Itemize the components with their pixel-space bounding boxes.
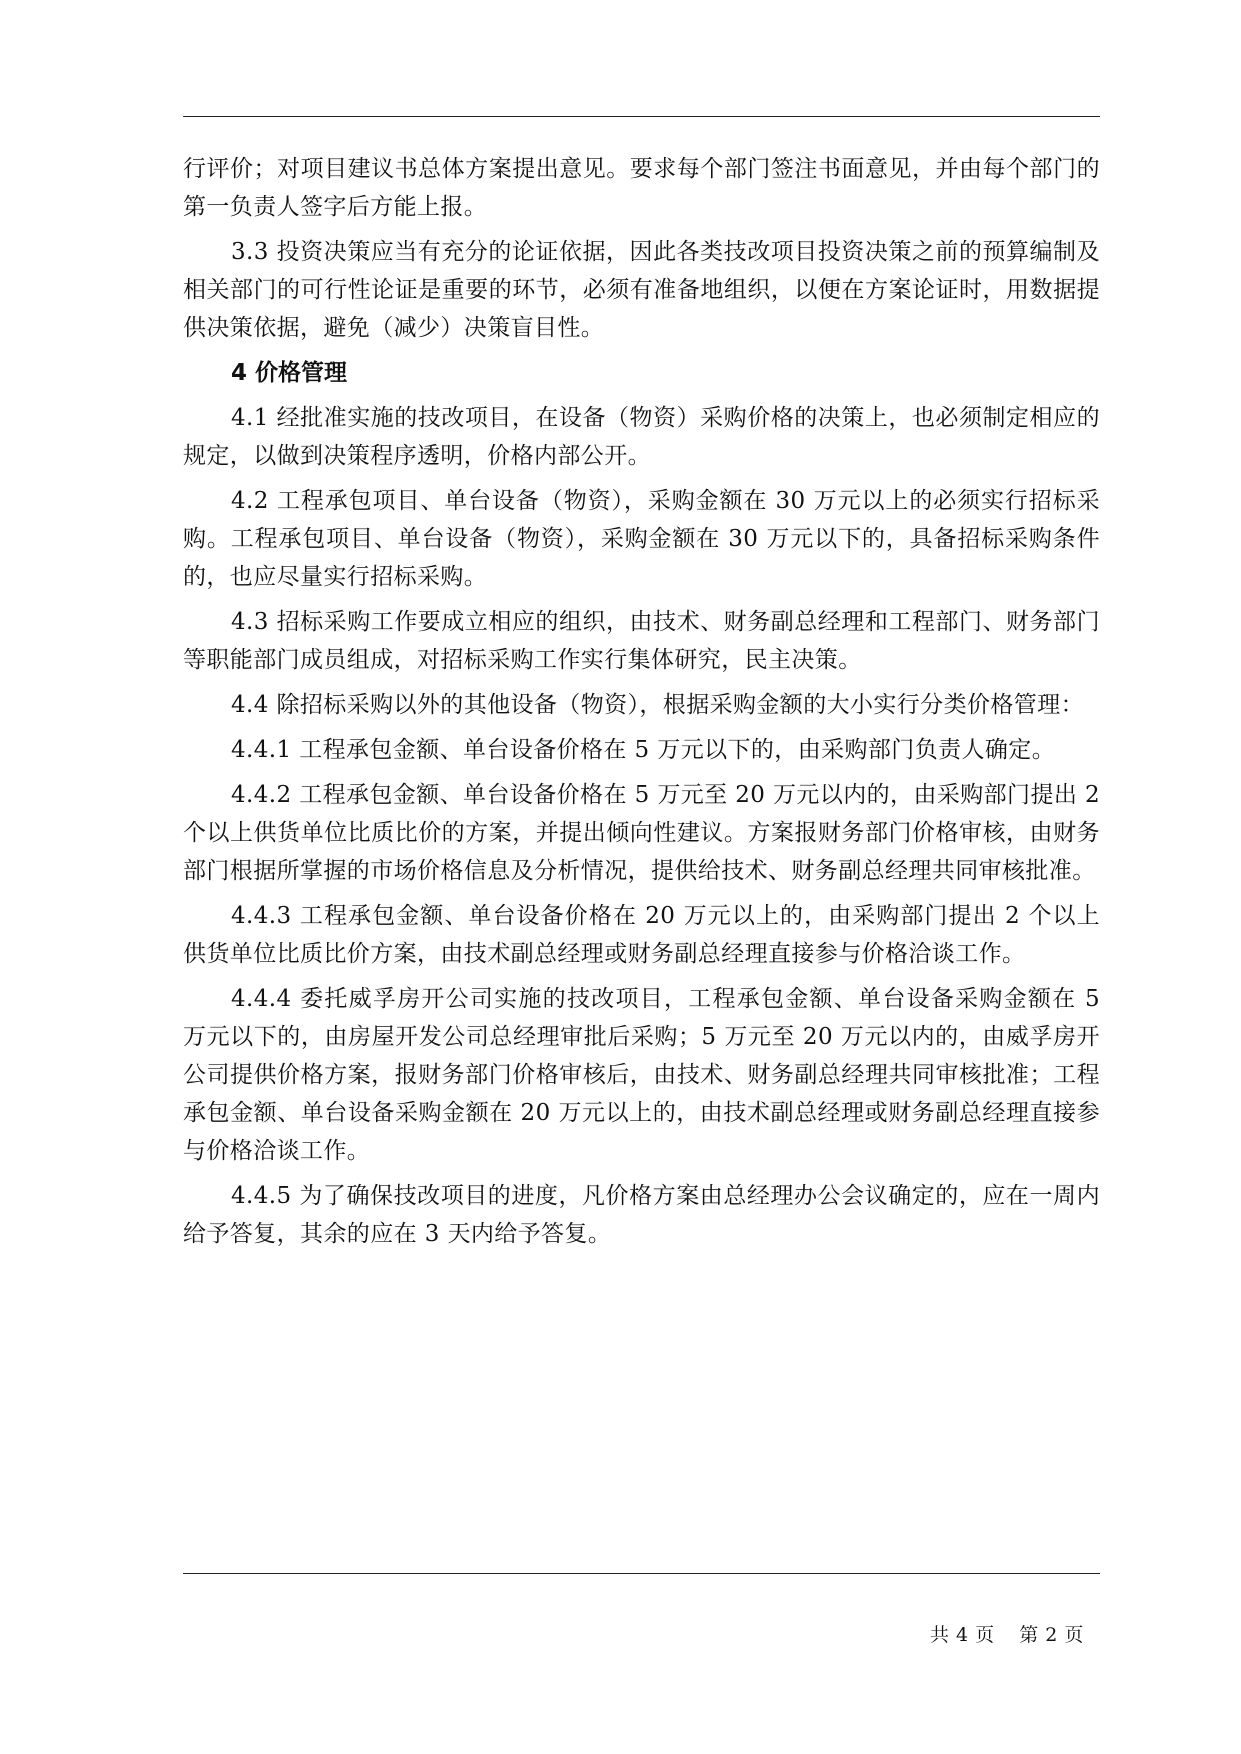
current-page: 第 2 页	[1019, 1624, 1084, 1646]
paragraph-4-4-3: 4.4.3 工程承包金额、单台设备价格在 20 万元以上的，由采购部门提出 2 个以上供货单位比质比价方案，由技术副总经理或财务副总经理直接参与价格洽谈工作。	[183, 903, 1100, 967]
document-body	[183, 150, 1100, 1260]
paragraph-4-4-4: 4.4.4 委托威孚房开公司实施的技改项目，工程承包金额、单台设备采购金额在 5 万元以下的，由房屋开发公司总经理审批后采购；5 万元至 20 万元以内的，由威孚房开公司提供价格方案，报财务部门价格审核后，由技术、财务副总经理共同审核批准；工程承包金额、单台设备采购金额在 20 万元以上的，由技术副总经理或财务副总经理直接参与价格洽谈工作。	[183, 986, 1100, 1164]
paragraph-4-4-1: 4.4.1 工程承包金额、单台设备价格在 5 万元以下的，由采购部门负责人确定。	[231, 737, 1056, 763]
header-rule	[183, 116, 1100, 117]
paragraph-4-4: 4.4 除招标采购以外的其他设备（物资），根据采购金额的大小实行分类价格管理：	[231, 692, 1084, 718]
paragraph-continuation: 行评价；对项目建议书总体方案提出意见。要求每个部门签注书面意见，并由每个部门的第一负责人签字后方能上报。	[183, 156, 1100, 220]
footer-rule	[183, 1573, 1100, 1574]
paragraph-4-4-2: 4.4.2 工程承包金额、单台设备价格在 5 万元至 20 万元以内的，由采购部门提出 2 个以上供货单位比质比价的方案，并提出倾向性建议。方案报财务部门价格审核，由财务部门根据所掌握的市场价格信息及分析情况，提供给技术、财务副总经理共同审核批准。	[183, 782, 1100, 884]
page-footer	[930, 1620, 1084, 1647]
paragraph-4-1: 4.1 经批准实施的技改项目，在设备（物资）采购价格的决策上，也必须制定相应的规定，以做到决策程序透明，价格内部公开。	[183, 405, 1100, 469]
total-pages: 共 4 页	[930, 1624, 995, 1646]
paragraph-4-2: 4.2 工程承包项目、单台设备（物资），采购金额在 30 万元以上的必须实行招标采购。工程承包项目、单台设备（物资），采购金额在 30 万元以下的，具备招标采购条件的，也应尽量实行招标采购。	[183, 488, 1100, 590]
paragraph-4-3: 4.3 招标采购工作要成立相应的组织，由技术、财务副总经理和工程部门、财务部门等职能部门成员组成，对招标采购工作实行集体研究，民主决策。	[183, 609, 1100, 673]
section-heading-price-management: 4 价格管理	[231, 360, 348, 386]
paragraph-4-4-5: 4.4.5 为了确保技改项目的进度，凡价格方案由总经理办公会议确定的，应在一周内给予答复，其余的应在 3 天内给予答复。	[183, 1183, 1100, 1247]
paragraph-3-3: 3.3 投资决策应当有充分的论证依据，因此各类技改项目投资决策之前的预算编制及相关部门的可行性论证是重要的环节，必须有准备地组织，以便在方案论证时，用数据提供决策依据，避免（减少）决策盲目性。	[183, 239, 1100, 341]
